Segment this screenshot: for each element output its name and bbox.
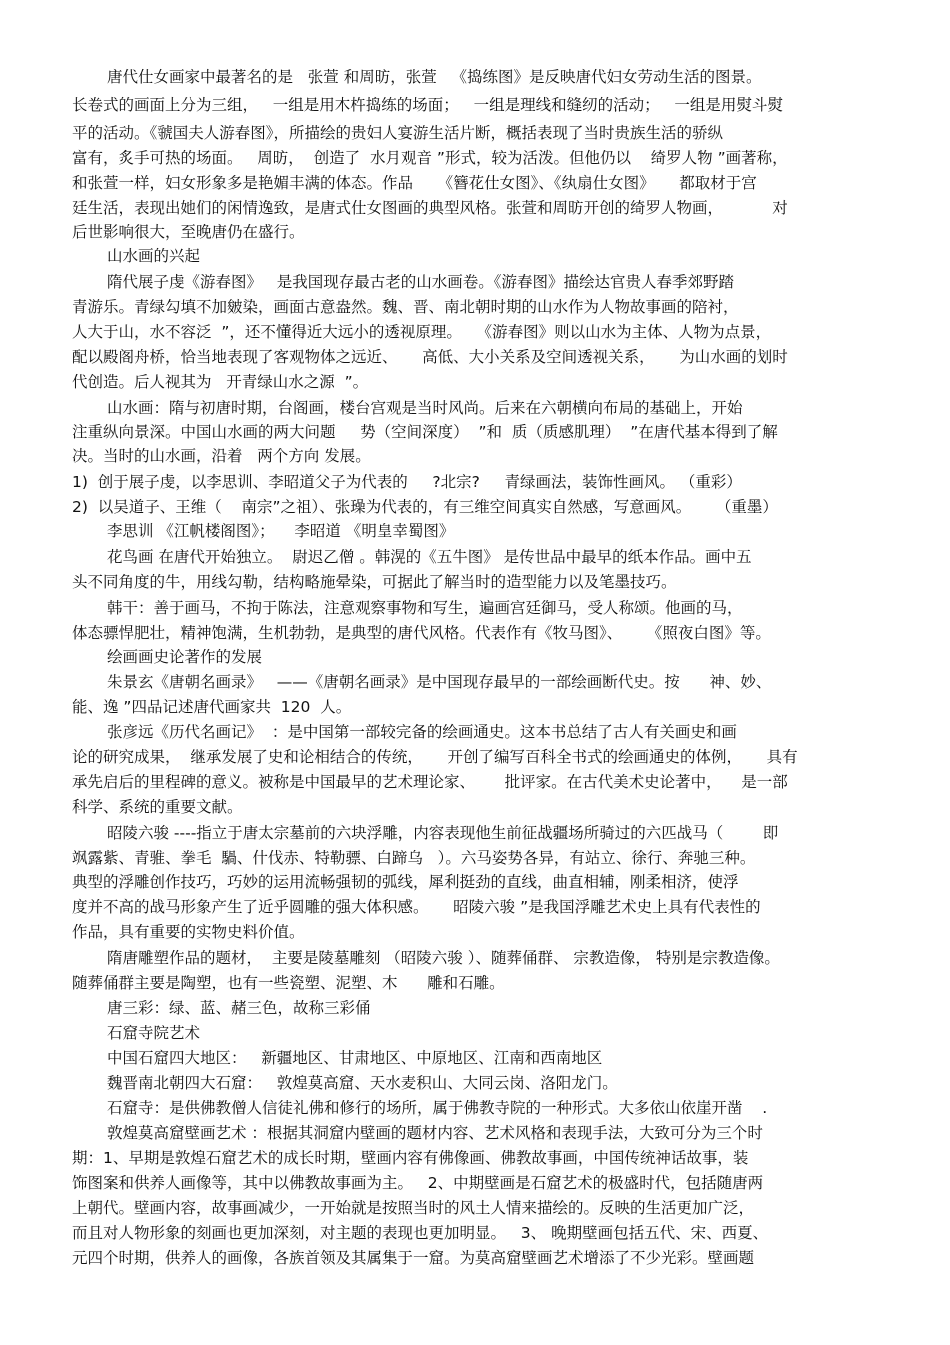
text-line: 配以殿阁舟桥，恰当地表现了客观物体之远近、 高低、大小关系及空间透视关系， 为山水画的划时 [72, 348, 788, 366]
text-line: 飒露紫、青骓、拳毛 騧、什伐赤、特勒骠、白蹄乌 ）。六马姿势各异，有站立、徐行、奔驰三种。 [72, 849, 756, 867]
text-line: 唐代仕女画家中最著名的是 张萱 和周昉，张萱 《捣练图》是反映唐代妇女劳动生活的图景。 [107, 68, 762, 86]
text-line: 魏晋南北朝四大石窟： 敦煌莫高窟、天水麦积山、大同云岗、洛阳龙门。 [107, 1074, 618, 1092]
text-line: 李思训 《江帆楼阁图》； 李昭道 《明皇幸蜀图》 [107, 522, 455, 540]
text-line: 作品，具有重要的实物史料价值。 [72, 923, 305, 941]
text-line: 代创造。后人视其为 开青绿山水之源 ”。 [72, 373, 369, 391]
text-line: 和张萱一样，妇女形象多是艳媚丰满的体态。作品 《簪花仕女图》、《纨扇仕女图》 都取材于宫 [72, 174, 757, 192]
text-line: 花鸟画 在唐代开始独立。 尉迟乙僧 。韩滉的《五牛图》 是传世品中最早的纸本作品。画中五 [107, 548, 752, 566]
text-line: 元四个时期，供养人的画像，各族首领及其属集于一窟。为莫高窟壁画艺术增添了不少光彩。壁画题 [72, 1249, 755, 1267]
text-line: 唐三彩：绿、蓝、赭三色，故称三彩俑 [107, 999, 371, 1017]
list-item: 1) 创于展子虔，以李思训、李昭道父子为代表的 ?北宗? 青绿画法，装饰性画风。 （重彩） [72, 473, 742, 491]
text-line: 隋唐雕塑作品的题材， 主要是陵墓雕刻 （昭陵六骏 ）、随葬俑群、 宗教造像， 特别是宗教造像。 [107, 949, 780, 967]
text-line: 韩干：善于画马，不拘于陈法，注意观察事物和写生，遍画宫廷御马，受人称颂。他画的马， [107, 599, 743, 617]
text-line: 论的研究成果， 继承发展了史和论相结合的传统， 开创了编写百科全书式的绘画通史的体例， 具有 [72, 748, 798, 766]
text-line: 度并不高的战马形象产生了近乎圆雕的强大体积感。 昭陵六骏 ”是我国浮雕艺术史上具有代表性的 [72, 898, 761, 916]
text-line: 昭陵六骏 ----指立于唐太宗墓前的六块浮雕，内容表现他生前征战疆场所骑过的六匹战马（ 即 [107, 824, 779, 842]
section-heading: 石窟寺院艺术 [107, 1024, 201, 1042]
text-line: 体态骠悍肥壮，精神饱满，生机勃勃，是典型的唐代风格。代表作有《牧马图》、 《照夜白图》等。 [72, 624, 771, 642]
text-line: 山水画：隋与初唐时期，台阁画，楼台宫观是当时风尚。后来在六朝横向布局的基础上，开始 [107, 399, 743, 417]
text-line: 能、逸 ”四品记述唐代画家共 120 人。 [72, 698, 352, 716]
list-item: 2) 以吴道子、王维（ 南宗”之祖）、张璪为代表的，有三维空间真实自然感，写意画风。 （重墨） [72, 498, 778, 516]
text-line: 人大于山，水不容泛 ”，还不懂得近大远小的透视原理。 《游春图》则以山水为主体、人物为点景， [72, 323, 772, 341]
text-line: 平的活动。《虢国夫人游春图》，所描绘的贵妇人宴游生活片断，概括表现了当时贵族生活的骄纵 [72, 124, 724, 142]
text-line: 期：1、早期是敦煌石窟艺术的成长时期，壁画内容有佛像画、佛教故事画，中国传统神话故事，装 [72, 1149, 749, 1167]
text-line: 朱景玄《唐朝名画录》 ——《唐朝名画录》是中国现存最早的一部绘画断代史。按 神、妙、 [107, 673, 772, 691]
text-line: 张彦远《历代名画记》 ：是中国第一部较完备的绘画通史。这本书总结了古人有关画史和画 [107, 723, 737, 741]
text-line: 后世影响很大，至晚唐仍在盛行。 [72, 223, 305, 241]
text-line: 上朝代。壁画内容，故事画减少，一开始就是按照当时的风土人情来描绘的。反映的生活更加广泛， [72, 1199, 755, 1217]
text-line: 富有，炙手可热的场面。 周昉， 创造了 水月观音 ”形式，较为活泼。但他仍以 绮罗人物 ”画著称， [72, 149, 788, 167]
text-line: 注重纵向景深。中国山水画的两大问题 势（空间深度） ”和 质（质感肌理） ”在唐代基本得到了解 [72, 423, 778, 441]
text-line: 而且对人物形象的刻画也更加深刻，对主题的表现也更加明显。 3、 晚期壁画包括五代、宋、西夏、 [72, 1224, 769, 1242]
text-line: 青游乐。青绿勾填不加皴染，画面古意盎然。魏、晋、南北朝时期的山水作为人物故事画的陪衬， [72, 298, 739, 316]
text-line: 敦煌莫高窟壁画艺术 ：根据其洞窟内壁画的题材内容、艺术风格和表现手法，大致可分为三个时 [107, 1124, 763, 1142]
text-line: 饰图案和供养人画像等，其中以佛教故事画为主。 2、中期壁画是石窟艺术的极盛时代，包括随唐两 [72, 1174, 764, 1192]
text-line: 长卷式的画面上分为三组， 一组是用木杵捣练的场面； 一组是理线和缝纫的活动； 一组是用熨斗熨 [72, 96, 783, 114]
text-line: 石窟寺：是供佛教僧人信徒礼佛和修行的场所，属于佛教寺院的一种形式。大多依山依崖开凿 . [107, 1099, 768, 1117]
text-line: 中国石窟四大地区： 新疆地区、甘肃地区、中原地区、江南和西南地区 [107, 1049, 603, 1067]
text-line: 隋代展子虔《游春图》 是我国现存最古老的山水画卷。《游春图》描绘达官贵人春季郊野踏 [107, 273, 735, 291]
section-heading: 山水画的兴起 [107, 247, 201, 265]
text-line: 头不同角度的牛，用线勾勒，结构略施晕染，可据此了解当时的造型能力以及笔墨技巧。 [72, 573, 677, 591]
text-line: 承先启后的里程碑的意义。被称是中国最早的艺术理论家、 批评家。在古代美术史论著中， 是一部 [72, 773, 788, 791]
text-line: 决。当时的山水画，沿着 两个方向 发展。 [72, 447, 371, 465]
text-line: 廷生活，表现出她们的闲情逸致，是唐式仕女图画的典型风格。张萱和周昉开创的绮罗人物画， 对 [72, 199, 788, 217]
text-line: 典型的浮雕创作技巧，巧妙的运用流畅强韧的弧线，犀利挺劲的直线，曲直相辅，刚柔相济，使浮 [72, 873, 739, 891]
text-line: 科学、系统的重要文献。 [72, 798, 243, 816]
text-line: 随葬俑群主要是陶塑，也有一些瓷塑、泥塑、木 雕和石雕。 [72, 974, 505, 992]
section-heading: 绘画画史论著作的发展 [107, 648, 263, 666]
